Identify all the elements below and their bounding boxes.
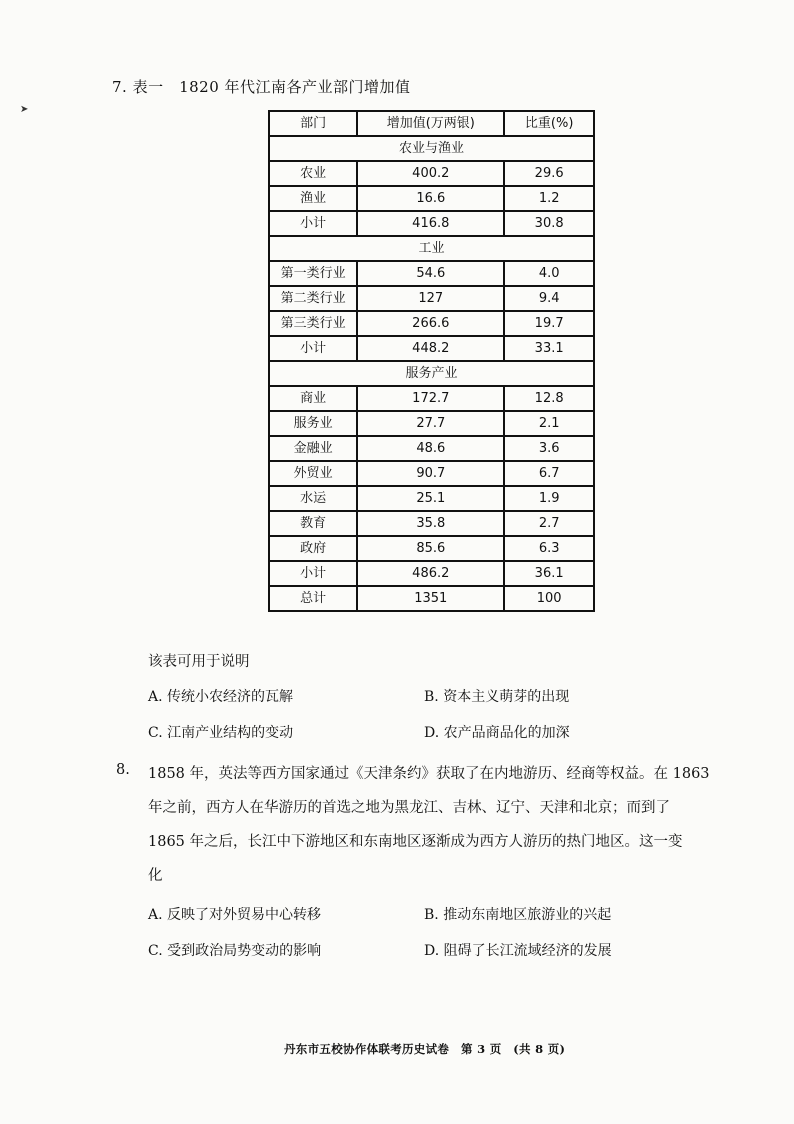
section-row (269, 136, 594, 161)
table-row (269, 561, 594, 586)
table-row (269, 436, 594, 461)
q8-option-c[interactable]: C. 受到政治局势变动的影响 (148, 943, 322, 959)
table-cell: 小计 (269, 561, 357, 586)
section-title: 工业 (269, 236, 594, 261)
table-cell: 3.6 (504, 436, 594, 461)
table-row (269, 311, 594, 336)
table-cell: 2.7 (504, 511, 594, 536)
table-cell: 48.6 (357, 436, 504, 461)
table-cell: 商业 (269, 386, 357, 411)
table-row (269, 386, 594, 411)
table-cell: 小计 (269, 211, 357, 236)
section-row (269, 236, 594, 261)
table-row (269, 536, 594, 561)
q8-option-a[interactable]: A. 反映了对外贸易中心转移 (148, 907, 322, 923)
table-cell: 小计 (269, 336, 357, 361)
q7-option-c[interactable]: C. 江南产业结构的变动 (148, 725, 294, 741)
table-cell: 486.2 (357, 561, 504, 586)
table-cell: 16.6 (357, 186, 504, 211)
table-cell: 第三类行业 (269, 311, 357, 336)
table-cell: 30.8 (504, 211, 594, 236)
table-cell: 127 (357, 286, 504, 311)
table-cell: 水运 (269, 486, 357, 511)
table-cell: 4.0 (504, 261, 594, 286)
table-cell: 金融业 (269, 436, 357, 461)
question-8-line-2: 年之前，西方人在华游历的首选之地为黑龙江、吉林、辽宁、天津和北京；而到了 (148, 800, 670, 816)
table-cell: 448.2 (357, 336, 504, 361)
q7-option-d[interactable]: D. 农产品商品化的加深 (424, 725, 570, 741)
table-cell: 90.7 (357, 461, 504, 486)
table-cell: 政府 (269, 536, 357, 561)
question-7-title: 7. 表一 1820 年代江南各产业部门增加值 (112, 78, 411, 96)
question-7-prompt: 该表可用于说明 (148, 654, 250, 670)
table-cell: 27.7 (357, 411, 504, 436)
table-row (269, 411, 594, 436)
q8-option-b[interactable]: B. 推动东南地区旅游业的兴起 (424, 907, 612, 923)
table-cell: 35.8 (357, 511, 504, 536)
table-cell: 25.1 (357, 486, 504, 511)
table-cell: 2.1 (504, 411, 594, 436)
table-cell: 29.6 (504, 161, 594, 186)
table-row (269, 211, 594, 236)
table-row (269, 161, 594, 186)
question-8-line-1: 1858 年，英法等西方国家通过《天津条约》获取了在内地游历、经商等权益。在 1863 (148, 766, 710, 782)
table-cell: 400.2 (357, 161, 504, 186)
table-cell: 外贸业 (269, 461, 357, 486)
table-cell: 9.4 (504, 286, 594, 311)
q7-option-b[interactable]: B. 资本主义萌芽的出现 (424, 689, 570, 705)
q8-option-d[interactable]: D. 阻碍了长江流域经济的发展 (424, 943, 612, 959)
table-cell: 12.8 (504, 386, 594, 411)
section-row (269, 361, 594, 386)
table-row (269, 336, 594, 361)
table-cell: 第二类行业 (269, 286, 357, 311)
margin-mark: ➤ (20, 104, 29, 115)
table-row (269, 286, 594, 311)
column-header: 增加值(万两银) (357, 111, 504, 136)
table-cell: 渔业 (269, 186, 357, 211)
question-8-number: 8. (116, 762, 130, 778)
question-8-line-3: 1865 年之后，长江中下游地区和东南地区逐渐成为西方人游历的热门地区。这一变 (148, 834, 683, 850)
question-8-line-4: 化 (148, 868, 163, 884)
table-cell: 19.7 (504, 311, 594, 336)
column-header: 比重(%) (504, 111, 594, 136)
table-header-row (269, 111, 594, 136)
table-row (269, 261, 594, 286)
table-cell: 36.1 (504, 561, 594, 586)
table-row (269, 461, 594, 486)
q7-option-a[interactable]: A. 传统小农经济的瓦解 (148, 689, 294, 705)
table-cell: 6.7 (504, 461, 594, 486)
table-cell: 172.7 (357, 386, 504, 411)
table-cell: 农业 (269, 161, 357, 186)
table-cell: 6.3 (504, 536, 594, 561)
table-row (269, 186, 594, 211)
table-cell: 1.9 (504, 486, 594, 511)
table-cell: 100 (504, 586, 594, 611)
table-cell: 第一类行业 (269, 261, 357, 286)
table-row (269, 486, 594, 511)
table-row (269, 511, 594, 536)
section-title: 农业与渔业 (269, 136, 594, 161)
page-footer: 丹东市五校协作体联考历史试卷 第 3 页 (共 8 页) (284, 1042, 566, 1056)
table-cell: 1.2 (504, 186, 594, 211)
column-header: 部门 (269, 111, 357, 136)
industry-value-table (268, 110, 595, 612)
table-cell: 33.1 (504, 336, 594, 361)
section-title: 服务产业 (269, 361, 594, 386)
total-row (269, 586, 594, 611)
table-cell: 54.6 (357, 261, 504, 286)
table-cell: 266.6 (357, 311, 504, 336)
table-cell: 教育 (269, 511, 357, 536)
table-cell: 服务业 (269, 411, 357, 436)
table-cell: 总计 (269, 586, 357, 611)
table-cell: 416.8 (357, 211, 504, 236)
table-cell: 85.6 (357, 536, 504, 561)
table-cell: 1351 (357, 586, 504, 611)
